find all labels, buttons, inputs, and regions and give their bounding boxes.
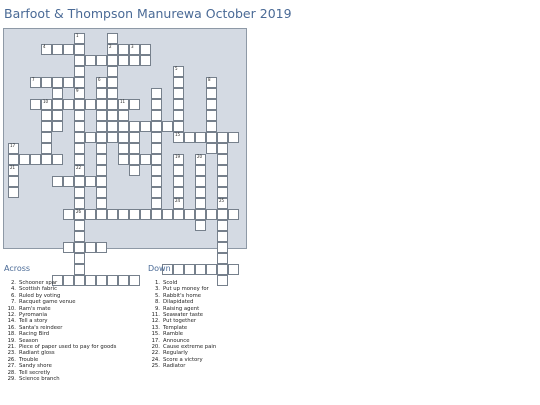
- crossword-cell[interactable]: [195, 198, 206, 209]
- crossword-cell[interactable]: [206, 143, 217, 154]
- clue-number: 6.: [10, 292, 16, 299]
- clue-text: Piece of paper used to pay for goods: [19, 344, 117, 351]
- cell-number: 6: [98, 77, 101, 82]
- crossword-cell[interactable]: [107, 121, 118, 132]
- crossword-cell[interactable]: [107, 88, 118, 99]
- crossword-cell[interactable]: [151, 121, 162, 132]
- crossword-cell[interactable]: [74, 176, 85, 187]
- down-heading: Down: [148, 264, 171, 273]
- crossword-cell[interactable]: [74, 77, 85, 88]
- crossword-cell[interactable]: [195, 154, 206, 165]
- crossword-cell[interactable]: [206, 99, 217, 110]
- clue-item: [150, 363, 216, 369]
- clue-number: 7.: [10, 299, 16, 306]
- clue-number: 16.: [7, 324, 16, 331]
- crossword-cell[interactable]: [74, 132, 85, 143]
- crossword-cell[interactable]: [173, 110, 184, 121]
- crossword-cell[interactable]: [217, 154, 228, 165]
- crossword-cell[interactable]: [151, 198, 162, 209]
- crossword-cell[interactable]: [107, 33, 118, 44]
- crossword-cell[interactable]: [96, 132, 107, 143]
- crossword-cell[interactable]: [118, 209, 129, 220]
- crossword-cell[interactable]: [96, 242, 107, 253]
- clue-text: Raising agent: [163, 305, 200, 312]
- crossword-cell[interactable]: [118, 55, 129, 66]
- clue-number: 14.: [7, 318, 16, 325]
- crossword-cell[interactable]: [30, 77, 41, 88]
- crossword-cell[interactable]: [85, 209, 96, 220]
- crossword-cell[interactable]: [228, 209, 239, 220]
- cell-number: 10: [43, 99, 49, 104]
- crossword-cell[interactable]: [96, 154, 107, 165]
- clue-text: Tell a story: [19, 318, 48, 325]
- clue-number: 1.: [154, 280, 160, 286]
- clue-number: 11.: [151, 312, 160, 319]
- crossword-cell[interactable]: [74, 99, 85, 110]
- clue-text: Racing Bird: [19, 331, 50, 338]
- clue-text: Ruled by voting: [19, 292, 61, 299]
- clue-number: 17.: [151, 337, 160, 344]
- crossword-cell[interactable]: [195, 209, 206, 220]
- crossword-cell[interactable]: [173, 121, 184, 132]
- crossword-cell[interactable]: [30, 154, 41, 165]
- crossword-cell[interactable]: [173, 132, 184, 143]
- clue-text: Trouble: [19, 356, 39, 363]
- clue-text: Scold: [163, 280, 178, 286]
- crossword-cell[interactable]: [74, 187, 85, 198]
- crossword-cell[interactable]: [118, 110, 129, 121]
- crossword-cell[interactable]: [85, 99, 96, 110]
- crossword-cell[interactable]: [217, 231, 228, 242]
- crossword-cell[interactable]: [74, 242, 85, 253]
- crossword-cell[interactable]: [96, 88, 107, 99]
- crossword-cell[interactable]: [195, 176, 206, 187]
- clue-text: Science branch: [19, 376, 60, 383]
- crossword-cell[interactable]: [195, 165, 206, 176]
- crossword-cell[interactable]: [151, 143, 162, 154]
- crossword-cell[interactable]: [184, 264, 195, 275]
- crossword-cell[interactable]: [151, 99, 162, 110]
- clue-number: 28.: [7, 369, 16, 376]
- crossword-cell[interactable]: [85, 242, 96, 253]
- cell-number: 11: [120, 99, 126, 104]
- crossword-cell[interactable]: [118, 143, 129, 154]
- cell-number: 22: [76, 165, 82, 170]
- crossword-cell[interactable]: [140, 154, 151, 165]
- crossword-cell[interactable]: [74, 154, 85, 165]
- clue-text: Tell secretly: [19, 369, 51, 376]
- clue-number: 18.: [7, 331, 16, 338]
- clue-number: 4.: [10, 286, 16, 293]
- crossword-cell[interactable]: [52, 77, 63, 88]
- crossword-cell[interactable]: [8, 143, 19, 154]
- crossword-cell[interactable]: [151, 110, 162, 121]
- cell-number: 20: [197, 154, 203, 159]
- crossword-cell[interactable]: [195, 264, 206, 275]
- crossword-cell[interactable]: [107, 44, 118, 55]
- clue-text: Rabbit's home: [163, 292, 201, 299]
- crossword-cell[interactable]: [52, 154, 63, 165]
- crossword-cell[interactable]: [206, 88, 217, 99]
- crossword-cell[interactable]: [107, 99, 118, 110]
- clue-number: 3.: [154, 286, 160, 293]
- clue-text: Pyromania: [19, 312, 48, 319]
- clue-number: 19.: [7, 337, 16, 344]
- crossword-cell[interactable]: [129, 44, 140, 55]
- crossword-cell[interactable]: [8, 187, 19, 198]
- clue-number: 15.: [151, 331, 160, 338]
- crossword-cell[interactable]: [217, 132, 228, 143]
- crossword-cell[interactable]: [107, 77, 118, 88]
- crossword-cell[interactable]: [140, 55, 151, 66]
- crossword-cell[interactable]: [228, 132, 239, 143]
- crossword-cell[interactable]: [217, 220, 228, 231]
- cell-number: 3: [131, 44, 134, 49]
- crossword-cell[interactable]: [129, 55, 140, 66]
- page-title: Barfoot & Thompson Manurewa October 2019: [4, 6, 292, 21]
- crossword-cell[interactable]: [52, 44, 63, 55]
- crossword-cell[interactable]: [217, 209, 228, 220]
- crossword-cell[interactable]: [151, 88, 162, 99]
- crossword-cell[interactable]: [107, 209, 118, 220]
- clue-text: Ram's mate: [19, 305, 51, 312]
- crossword-cell[interactable]: [151, 132, 162, 143]
- crossword-cell[interactable]: [173, 154, 184, 165]
- clue-number: 20.: [151, 344, 160, 351]
- cell-number: 19: [175, 154, 181, 159]
- crossword-cell[interactable]: [41, 132, 52, 143]
- crossword-cell[interactable]: [107, 110, 118, 121]
- crossword-cell[interactable]: [74, 55, 85, 66]
- clue-number: 26.: [7, 356, 16, 363]
- crossword-cell[interactable]: [129, 154, 140, 165]
- clue-number: 27.: [7, 363, 16, 370]
- crossword-cell[interactable]: [195, 187, 206, 198]
- crossword-cell[interactable]: [173, 264, 184, 275]
- crossword-cell[interactable]: [96, 198, 107, 209]
- down-clue-list: [150, 280, 216, 370]
- crossword-cell[interactable]: [74, 143, 85, 154]
- crossword-cell[interactable]: [206, 209, 217, 220]
- crossword-cell[interactable]: [41, 110, 52, 121]
- crossword-cell[interactable]: [74, 44, 85, 55]
- crossword-cell[interactable]: [184, 209, 195, 220]
- crossword-cell[interactable]: [173, 176, 184, 187]
- clue-text: Score a victory: [163, 356, 203, 363]
- crossword-cell[interactable]: [96, 99, 107, 110]
- cell-number: 9: [76, 88, 79, 93]
- crossword-cell[interactable]: [63, 242, 74, 253]
- clue-number: 12.: [151, 318, 160, 325]
- crossword-cell[interactable]: [118, 44, 129, 55]
- clue-text: Dilapidated: [163, 299, 194, 306]
- crossword-cell[interactable]: [52, 110, 63, 121]
- crossword-cell[interactable]: [118, 99, 129, 110]
- crossword-cell[interactable]: [41, 121, 52, 132]
- cell-number: 26: [76, 209, 82, 214]
- crossword-cell[interactable]: [140, 44, 151, 55]
- crossword-cell[interactable]: [217, 143, 228, 154]
- clue-text: Cause extreme pain: [163, 344, 217, 351]
- cell-number: 5: [175, 66, 178, 71]
- crossword-cell[interactable]: [217, 242, 228, 253]
- clue-number: 10.: [7, 305, 16, 312]
- crossword-cell[interactable]: [162, 121, 173, 132]
- clue-text: Put up money for: [163, 286, 209, 293]
- crossword-cell[interactable]: [107, 55, 118, 66]
- clue-number: 24.: [151, 356, 160, 363]
- cell-number: 21: [10, 165, 16, 170]
- crossword-cell[interactable]: [19, 154, 30, 165]
- crossword-cell[interactable]: [118, 154, 129, 165]
- crossword-cell[interactable]: [96, 209, 107, 220]
- clue-text: Seawater taste: [163, 312, 204, 319]
- crossword-cell[interactable]: [217, 275, 228, 286]
- crossword-cell[interactable]: [63, 176, 74, 187]
- clue-text: Schooner spar: [19, 280, 58, 286]
- crossword-cell[interactable]: [74, 66, 85, 77]
- clue-text: Santa's reindeer: [19, 324, 63, 331]
- crossword-cell[interactable]: [85, 176, 96, 187]
- crossword-cell[interactable]: [63, 77, 74, 88]
- crossword-cell[interactable]: [74, 209, 85, 220]
- clue-text: Radiant gloss: [19, 350, 55, 357]
- crossword-cell[interactable]: [74, 198, 85, 209]
- crossword-cell[interactable]: [217, 176, 228, 187]
- clue-number: 25.: [151, 363, 160, 370]
- crossword-cell[interactable]: [8, 154, 19, 165]
- crossword-cell[interactable]: [162, 209, 173, 220]
- clue-text: Sandy shore: [19, 363, 52, 370]
- crossword-cell[interactable]: [96, 77, 107, 88]
- crossword-cell[interactable]: [63, 99, 74, 110]
- cell-number: 1: [76, 33, 79, 38]
- crossword-cell[interactable]: [195, 132, 206, 143]
- crossword-cell[interactable]: [151, 165, 162, 176]
- clue-number: 13.: [151, 324, 160, 331]
- crossword-cell[interactable]: [96, 55, 107, 66]
- crossword-cell[interactable]: [206, 132, 217, 143]
- crossword-cell[interactable]: [85, 132, 96, 143]
- clue-number: 29.: [7, 376, 16, 383]
- crossword-cell[interactable]: [195, 220, 206, 231]
- crossword-cell[interactable]: [140, 209, 151, 220]
- clue-number: 21.: [7, 344, 16, 351]
- crossword-board: [3, 28, 247, 249]
- crossword-cell[interactable]: [228, 264, 239, 275]
- crossword-cell[interactable]: [74, 88, 85, 99]
- crossword-cell[interactable]: [96, 187, 107, 198]
- cell-number: 17: [10, 143, 16, 148]
- clue-text: Season: [19, 337, 39, 344]
- clue-text: Ramble: [163, 331, 184, 338]
- cell-number: 7: [32, 77, 35, 82]
- crossword-cell[interactable]: [206, 110, 217, 121]
- clue-number: 12.: [7, 312, 16, 319]
- crossword-cell[interactable]: [173, 99, 184, 110]
- across-heading: Across: [4, 264, 31, 273]
- crossword-cell[interactable]: [129, 143, 140, 154]
- crossword-cell[interactable]: [151, 187, 162, 198]
- crossword-cell[interactable]: [63, 209, 74, 220]
- crossword-cell[interactable]: [41, 77, 52, 88]
- crossword-cell[interactable]: [217, 253, 228, 264]
- crossword-cell[interactable]: [74, 165, 85, 176]
- clue-text: Radiator: [163, 363, 186, 370]
- crossword-cell[interactable]: [85, 55, 96, 66]
- clue-text: Regularly: [163, 350, 188, 357]
- cell-number: 4: [43, 44, 46, 49]
- crossword-cell[interactable]: [173, 209, 184, 220]
- crossword-cell[interactable]: [217, 264, 228, 275]
- crossword-cell[interactable]: [129, 132, 140, 143]
- crossword-cell[interactable]: [96, 110, 107, 121]
- cell-number: 2: [109, 44, 112, 49]
- crossword-cell[interactable]: [74, 110, 85, 121]
- crossword-cell[interactable]: [206, 121, 217, 132]
- crossword-cell[interactable]: [96, 121, 107, 132]
- cell-number: 24: [175, 198, 181, 203]
- crossword-cell[interactable]: [74, 253, 85, 264]
- crossword-cell[interactable]: [96, 165, 107, 176]
- crossword-cell[interactable]: [41, 99, 52, 110]
- cell-number: 25: [219, 198, 225, 203]
- crossword-cell[interactable]: [173, 187, 184, 198]
- clue-text: Announce: [163, 337, 190, 344]
- crossword-cell[interactable]: [173, 66, 184, 77]
- crossword-cell[interactable]: [52, 99, 63, 110]
- clue-text: Template: [163, 324, 188, 331]
- crossword-cell[interactable]: [173, 165, 184, 176]
- crossword-cell[interactable]: [129, 99, 140, 110]
- crossword-cell[interactable]: [206, 77, 217, 88]
- crossword-cell[interactable]: [41, 143, 52, 154]
- crossword-cell[interactable]: [129, 275, 140, 286]
- crossword-cell[interactable]: [74, 33, 85, 44]
- crossword-cell[interactable]: [74, 264, 85, 275]
- crossword-cell[interactable]: [140, 121, 151, 132]
- crossword-cell[interactable]: [217, 198, 228, 209]
- clue-number: 2.: [10, 280, 16, 286]
- crossword-cell[interactable]: [107, 132, 118, 143]
- crossword-cell[interactable]: [8, 176, 19, 187]
- clue-text: Put together: [163, 318, 197, 325]
- crossword-cell[interactable]: [129, 165, 140, 176]
- crossword-cell[interactable]: [217, 187, 228, 198]
- crossword-cell[interactable]: [96, 176, 107, 187]
- crossword-cell[interactable]: [52, 176, 63, 187]
- cell-number: 15: [175, 132, 181, 137]
- crossword-cell[interactable]: [118, 121, 129, 132]
- crossword-cell[interactable]: [63, 44, 74, 55]
- crossword-cell[interactable]: [118, 132, 129, 143]
- crossword-cell[interactable]: [52, 88, 63, 99]
- crossword-cell[interactable]: [74, 121, 85, 132]
- clue-number: 23.: [7, 350, 16, 357]
- clue-number: 9.: [154, 305, 160, 312]
- crossword-cell[interactable]: [30, 99, 41, 110]
- crossword-cell[interactable]: [129, 209, 140, 220]
- crossword-cell[interactable]: [184, 132, 195, 143]
- crossword-cell[interactable]: [173, 198, 184, 209]
- crossword-cell[interactable]: [41, 154, 52, 165]
- across-clue-list: [6, 280, 116, 383]
- crossword-cell[interactable]: [173, 77, 184, 88]
- clue-number: 5.: [154, 292, 160, 299]
- clue-text: Scottish fabric: [19, 286, 57, 293]
- crossword-cell[interactable]: [129, 121, 140, 132]
- crossword-cell[interactable]: [52, 121, 63, 132]
- crossword-cell[interactable]: [41, 44, 52, 55]
- crossword-cell[interactable]: [151, 176, 162, 187]
- crossword-cell[interactable]: [217, 165, 228, 176]
- clue-number: 22.: [151, 350, 160, 357]
- crossword-cell[interactable]: [107, 66, 118, 77]
- crossword-cell[interactable]: [206, 264, 217, 275]
- clue-number: 8.: [154, 299, 160, 306]
- crossword-cell[interactable]: [118, 275, 129, 286]
- clue-text: Racquet game venue: [19, 299, 76, 306]
- crossword-cell[interactable]: [151, 209, 162, 220]
- crossword-cell[interactable]: [74, 220, 85, 231]
- crossword-cell[interactable]: [151, 154, 162, 165]
- clue-item: [6, 376, 116, 382]
- crossword-cell[interactable]: [173, 88, 184, 99]
- cell-number: 8: [208, 77, 211, 82]
- crossword-cell[interactable]: [74, 231, 85, 242]
- crossword-cell[interactable]: [8, 165, 19, 176]
- crossword-cell[interactable]: [96, 143, 107, 154]
